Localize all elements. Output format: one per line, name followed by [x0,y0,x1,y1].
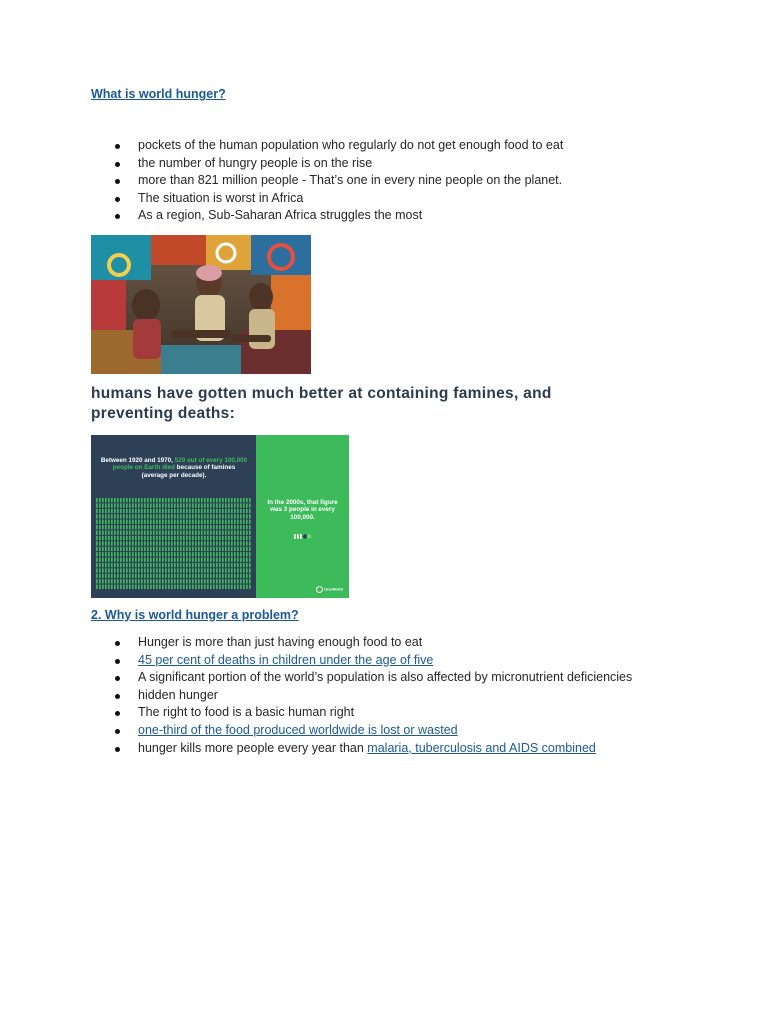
bullet-icon [115,747,120,752]
brand-logo-icon [316,586,323,593]
list-item: pockets of the human population who regularly do not get enough food to eat [112,137,563,155]
link-child-deaths[interactable]: 45 per cent of deaths in children under the age of five [138,652,434,667]
bullet-icon [115,659,120,664]
world-hunger-bullet-list [112,137,563,225]
list-item: Hunger is more than just having enough food to eat [112,634,632,652]
list-item: As a region, Sub-Saharan Africa struggles the most [112,207,563,225]
heading-famine-progress: humans have gotten much better at containing famines, and preventing deaths: [91,385,552,422]
heading-why-is-hunger-a-problem[interactable]: 2. Why is world hunger a problem? [91,608,299,622]
infographic-left-text: Between 1920 and 1970, 529 out of every 100,000 people on Earth died because of famines (average per decade). [100,457,248,479]
infographic-brand: OneWorld [316,586,343,593]
list-item: the number of hungry people is on the rise [112,155,563,173]
list-item [112,722,632,740]
link-food-wasted[interactable]: one-third of the food produced worldwide is lost or wasted [138,722,458,737]
bullet-icon [115,214,120,219]
list-item: A significant portion of the world’s population is also affected by micronutrient deficiencies [112,669,632,687]
list-item: hunger kills more people every year than malaria, tuberculosis and AIDS combined [112,740,632,758]
famine-infographic [91,435,349,598]
bullet-icon [115,711,120,716]
heading-what-is-world-hunger[interactable]: What is world hunger? [91,87,226,101]
bullet-icon [115,729,120,734]
bullet-icon [115,641,120,646]
three-people-icon [293,533,313,540]
photo-women-children [91,235,311,374]
bullet-icon [115,676,120,681]
list-item: The situation is worst in Africa [112,190,563,208]
bullet-icon [115,179,120,184]
list-item [112,652,632,670]
bullet-icon [115,197,120,202]
bullet-icon [115,694,120,699]
infographic-left-panel [91,435,256,598]
list-item: hidden hunger [112,687,632,705]
people-figures-grid [96,498,252,590]
infographic-right-text: In the 2000s, that figure was 3 people in every 100,000. [267,499,338,521]
photo-illustration [91,235,311,374]
bullet-icon [115,144,120,149]
infographic-right-panel [256,435,349,598]
list-item: The right to food is a basic human right [112,704,632,722]
link-malaria-tb-aids[interactable]: malaria, tuberculosis and AIDS combined [367,740,596,755]
list-item: more than 821 million people - That’s one in every nine people on the planet. [112,172,563,190]
hunger-problem-bullet-list [112,634,632,757]
bullet-icon [115,162,120,167]
